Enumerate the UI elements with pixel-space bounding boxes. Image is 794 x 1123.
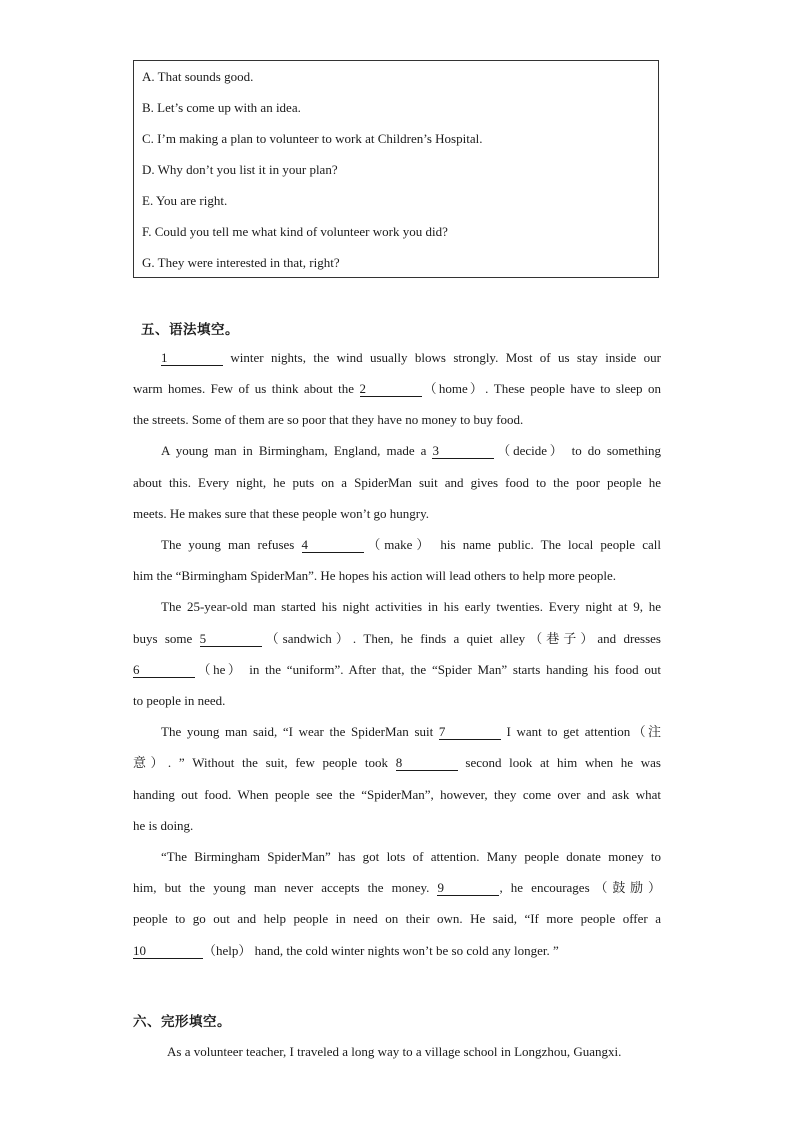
blank-7: 7: [439, 725, 501, 740]
option-b: B. Let’s come up with an idea.: [142, 100, 301, 115]
passage-line: The young man refuses 4 （make） his name public. The local people call: [161, 537, 661, 552]
passage-line: The 25-year-old man started his night activities in his early twenties. Every night at 9, he: [161, 599, 661, 614]
passage-line: 意）. ” Without the suit, few people took 8 second look at him when he was: [133, 755, 661, 770]
blank-2: 2: [360, 382, 422, 397]
passage-line: people to go out and help people in need on their own. He said, “If more people offer a: [133, 911, 661, 926]
blank-8: 8: [396, 756, 458, 771]
passage-line: warm homes. Few of us think about the 2 （home）. These people have to sleep on: [133, 381, 661, 396]
blank-4: 4: [302, 538, 364, 553]
passage-line: buys some 5 （sandwich）. Then, he finds a quiet alley（巷子）and dresses: [133, 631, 661, 646]
passage-line: meets. He makes sure that these people won’t go hungry.: [133, 506, 430, 521]
passage-line: handing out food. When people see the “SpiderMan”, however, they come over and ask what: [133, 787, 661, 802]
options-box: [133, 60, 659, 278]
blank-1: 1: [161, 351, 223, 366]
option-f: F. Could you tell me what kind of volunteer work you did?: [142, 224, 448, 239]
blank-3: 3: [432, 444, 494, 459]
passage-line: 6 （he） in the “uniform”. After that, the “Spider Man” starts handing his food out: [133, 662, 661, 677]
option-c: C. I’m making a plan to volunteer to work at Children’s Hospital.: [142, 131, 483, 146]
blank-9: 9: [437, 881, 499, 896]
passage-line: A young man in Birmingham, England, made a 3 （decide） to do something: [161, 443, 661, 458]
passage-line: “The Birmingham SpiderMan” has got lots of attention. Many people donate money to: [161, 849, 661, 864]
passage-line: 1 winter nights, the wind usually blows strongly. Most of us stay inside our: [161, 350, 661, 365]
passage-line: him, but the young man never accepts the money. 9 , he encourages（鼓励）: [133, 880, 662, 895]
option-d: D. Why don’t you list it in your plan?: [142, 162, 338, 177]
blank-10: 10: [133, 944, 203, 959]
passage-line: he is doing.: [133, 818, 194, 833]
option-e: E. You are right.: [142, 193, 228, 208]
passage-line: to people in need.: [133, 693, 226, 708]
option-a: A. That sounds good.: [142, 69, 254, 84]
passage-line: The young man said, “I wear the SpiderMan suit 7 I want to get attention（注: [161, 724, 661, 739]
section-6-heading: 六、完形填空。: [133, 1014, 231, 1030]
passage-line: him the “Birmingham SpiderMan”. He hopes his action will lead others to help more people.: [133, 568, 617, 583]
option-g: G. They were interested in that, right?: [142, 255, 340, 270]
blank-5: 5: [200, 632, 262, 647]
passage-line: 10 （help） hand, the cold winter nights won’t be so cold any longer. ”: [133, 943, 559, 958]
passage-line: the streets. Some of them are so poor that they have no money to buy food.: [133, 412, 524, 427]
blank-6: 6: [133, 663, 195, 678]
passage-line: about this. Every night, he puts on a SpiderMan suit and gives food to the poor people he: [133, 475, 661, 490]
section-5-heading: 五、语法填空。: [141, 322, 239, 338]
passage-line: As a volunteer teacher, I traveled a long way to a village school in Longzhou, Guangxi.: [167, 1044, 622, 1059]
